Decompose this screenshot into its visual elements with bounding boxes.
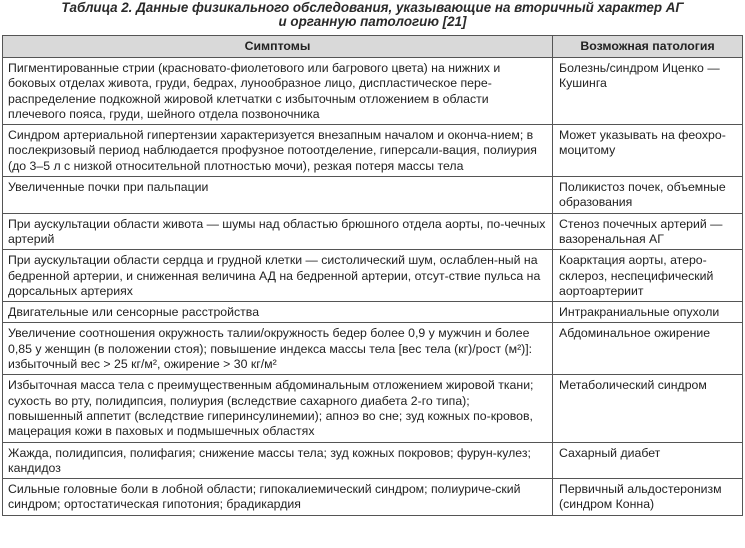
table-caption <box>0 0 745 30</box>
table-row <box>3 479 743 516</box>
symptoms-cell: Двигательные или сенсорные расстройства <box>3 302 553 323</box>
table-row <box>3 125 743 177</box>
table-row <box>3 250 743 302</box>
pathology-cell: Болезнь/синдром Иценко — Кушинга <box>553 58 743 125</box>
pathology-cell: Поликистоз почек, объемные образования <box>553 177 743 214</box>
table-row <box>3 323 743 375</box>
symptoms-cell: Сильные головные боли в лобной области; гипокалиемический синдром; полиуриче-ский синдром; ортостатическая гипотония; брадикардия <box>3 479 553 516</box>
pathology-cell: Метаболический синдром <box>553 375 743 442</box>
table-caption-line-1: Таблица 2. Данные физикального обследования, указывающие на вторичный характер АГ <box>61 0 684 15</box>
symptoms-cell: При аускультации области живота — шумы над областью брюшного отдела аорты, по-чечных артерий <box>3 213 553 250</box>
symptoms-cell: Жажда, полидипсия, полифагия; снижение массы тела; зуд кожных покровов; фурун-кулез; кандидоз <box>3 442 553 479</box>
pathology-cell: Первичный альдостеронизм (синдром Конна) <box>553 479 743 516</box>
symptoms-cell: Пигментированные стрии (красновато-фиолетового или багрового цвета) на нижних и боковых отделах живота, груди, бедрах, лунообразное лицо, диспластическое пере-распределение подкожной жировой клетчатки с избыточным отложением в области плечевого пояса, груди, шейного отдела позвоночника <box>3 58 553 125</box>
pathology-cell: Сахарный диабет <box>553 442 743 479</box>
pathology-cell: Может указывать на феохро-моцитому <box>553 125 743 177</box>
pathology-cell: Интракраниальные опухоли <box>553 302 743 323</box>
pathology-cell: Коарктация аорты, атеро-склероз, неспецифический аортоартериит <box>553 250 743 302</box>
table-row <box>3 302 743 323</box>
symptoms-cell: Избыточная масса тела с преимущественным абдоминальным отложением жировой ткани; сухость во рту, полидипсия, полиурия (вследствие сахарного диабета 2-го типа); повышенный аппетит (вследствие гиперинсулинемии); апноэ во сне; зуд кожных по-кровов, мацерация кожи в паховых и подмышечных областях <box>3 375 553 442</box>
table-row <box>3 375 743 442</box>
table-caption-line-2: и органную патологию [21] <box>278 14 467 29</box>
table-row <box>3 177 743 214</box>
table-row <box>3 58 743 125</box>
symptoms-cell: Увеличение соотношения окружность талии/окружность бедер более 0,9 у мужчин и более 0,85 у женщин (в положении стоя); повышение индекса массы тела [вес тела (кг)/рост (м²)]: избыточный вес > 25 кг/м², ожирение > 30 кг/м² <box>3 323 553 375</box>
symptoms-cell: При аускультации области сердца и грудной клетки — систолический шум, ослаблен-ный на бедренной артерии, и сниженная величина АД на бедренной артерии, отсут-ствие пульса на дорсальных артериях <box>3 250 553 302</box>
table-row <box>3 213 743 250</box>
table-header-row <box>3 36 743 58</box>
symptoms-table <box>2 35 743 516</box>
column-header-pathology: Возможная патология <box>553 36 743 58</box>
column-header-symptoms: Симптомы <box>3 36 553 58</box>
pathology-cell: Стеноз почечных артерий — вазоренальная АГ <box>553 213 743 250</box>
pathology-cell: Абдоминальное ожирение <box>553 323 743 375</box>
symptoms-cell: Синдром артериальной гипертензии характеризуется внезапным началом и оконча-нием; в послекризовый период наблюдается профузное потоотделение, гиперсали-вация, полиурия (до 3–5 л с низкой относительной плотностью мочи), резкая потеря массы тела <box>3 125 553 177</box>
table-row <box>3 442 743 479</box>
symptoms-cell: Увеличенные почки при пальпации <box>3 177 553 214</box>
